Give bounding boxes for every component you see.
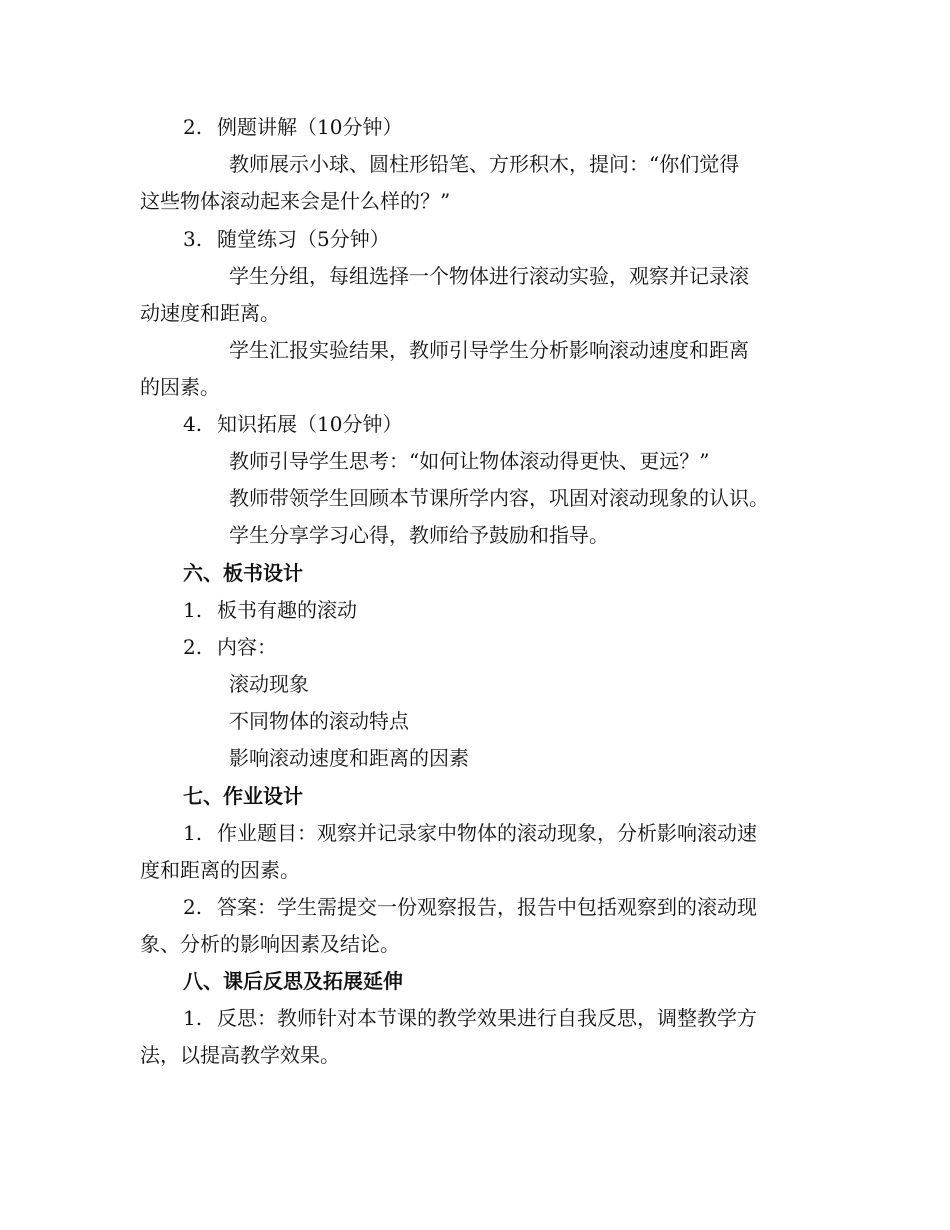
- list-item: [183, 1005, 757, 1031]
- item-number: 4.: [183, 412, 203, 436]
- paragraph-line: 象、分析的影响因素及结论。: [140, 932, 400, 956]
- list-item: [183, 634, 277, 660]
- content-line: 滚动现象: [229, 672, 309, 696]
- item-number: 2.: [183, 895, 203, 919]
- item-number: 2.: [183, 635, 203, 659]
- item-text: 例题讲解（10分钟）: [217, 115, 403, 139]
- list-item: [183, 411, 402, 437]
- paragraph-line: 度和距离的因素。: [140, 858, 300, 882]
- paragraph-line: 的因素。: [140, 375, 220, 399]
- section-heading: 七、作业设计: [183, 784, 303, 808]
- paragraph-line: 这些物体滚动起来会是什么样的？”: [140, 189, 451, 213]
- item-text: 反思：教师针对本节课的教学效果进行自我反思，调整教学方: [217, 1006, 757, 1030]
- item-number: 1.: [183, 598, 203, 622]
- paragraph-line: 学生分享学习心得，教师给予鼓励和指导。: [229, 523, 609, 547]
- item-text: 知识拓展（10分钟）: [217, 412, 403, 436]
- paragraph-line: 动速度和距离。: [140, 301, 280, 325]
- item-text: 内容：: [217, 635, 277, 659]
- list-item: [183, 226, 390, 252]
- section-heading: 八、课后反思及拓展延伸: [183, 969, 403, 993]
- list-item: [183, 597, 357, 623]
- item-number: 3.: [183, 227, 203, 251]
- section-heading: 六、板书设计: [183, 561, 303, 585]
- paragraph-line: 教师展示小球、圆柱形铅笔、方形积木，提问：“你们觉得: [229, 152, 740, 176]
- content-line: 不同物体的滚动特点: [229, 709, 409, 733]
- item-number: 2.: [183, 115, 203, 139]
- item-number: 1.: [183, 821, 203, 845]
- item-text: 作业题目：观察并记录家中物体的滚动现象，分析影响滚动速: [217, 821, 757, 845]
- list-item: [183, 894, 757, 920]
- item-text: 随堂练习（5分钟）: [217, 227, 390, 251]
- paragraph-line: 教师引导学生思考：“如何让物体滚动得更快、更远？”: [229, 449, 710, 473]
- list-item: [183, 114, 402, 140]
- paragraph-line: 学生汇报实验结果，教师引导学生分析影响滚动速度和距离: [229, 338, 749, 362]
- paragraph-line: 教师带领学生回顾本节课所学内容，巩固对滚动现象的认识。: [229, 486, 769, 510]
- content-line: 影响滚动速度和距离的因素: [229, 746, 469, 770]
- list-item: [183, 820, 757, 846]
- item-text: 板书有趣的滚动: [217, 598, 357, 622]
- item-number: 1.: [183, 1006, 203, 1030]
- paragraph-line: 法，以提高教学效果。: [140, 1043, 340, 1067]
- item-text: 答案：学生需提交一份观察报告，报告中包括观察到的滚动现: [217, 895, 757, 919]
- paragraph-line: 学生分组，每组选择一个物体进行滚动实验，观察并记录滚: [229, 264, 749, 288]
